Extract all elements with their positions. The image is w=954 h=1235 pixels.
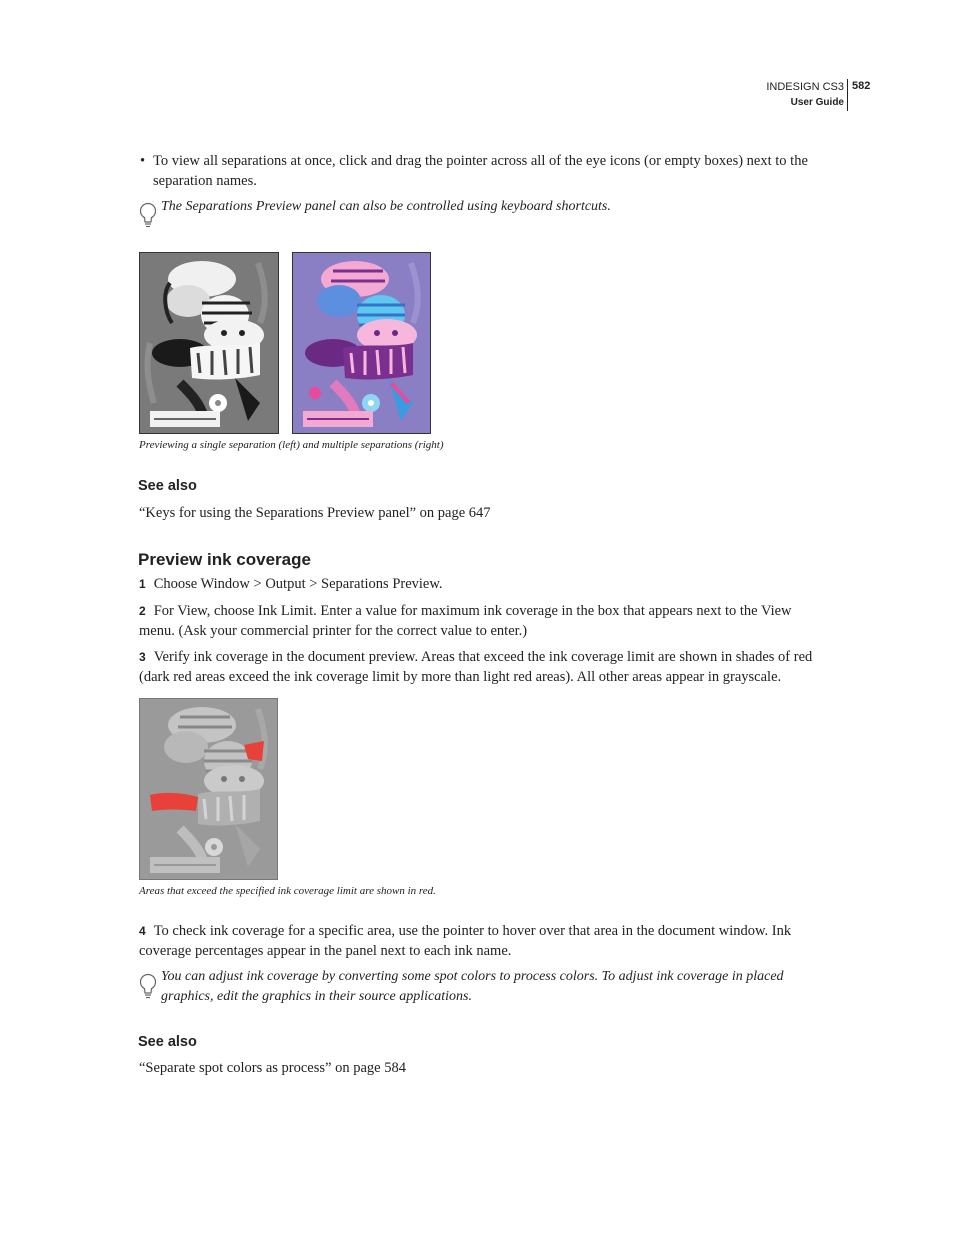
- step-1: [139, 574, 819, 594]
- step-number: 4: [139, 924, 146, 938]
- tip-text: The Separations Preview panel can also be controlled using keyboard shortcuts.: [161, 199, 611, 214]
- step-text: To check ink coverage for a specific area, use the pointer to hover over that area in the document window. Ink coverage percentages appear in the panel next to each ink name.: [139, 923, 792, 959]
- step-4: [139, 921, 819, 961]
- header-divider: [847, 79, 848, 111]
- step-number: 2: [139, 604, 146, 618]
- single-separation-preview-image: [139, 252, 279, 434]
- figure-1-caption: Previewing a single separation (left) and multiple separations (right): [139, 439, 444, 451]
- see-also-link[interactable]: “Separate spot colors as process” on page 584: [139, 1060, 406, 1076]
- multiple-separations-preview-image: [292, 252, 431, 434]
- step-text: Verify ink coverage in the document preview. Areas that exceed the ink coverage limit are shown in shades of red (dark red areas exceed the ink coverage limit by more than light red areas). All other areas appear in grayscale.: [139, 649, 813, 685]
- guide-name: User Guide: [790, 97, 844, 108]
- see-also-link[interactable]: “Keys for using the Separations Preview panel” on page 647: [139, 505, 491, 521]
- step-3: [139, 647, 819, 687]
- step-text: For View, choose Ink Limit. Enter a value for maximum ink coverage in the box that appears next to the View menu. (Ask your commercial printer for the correct value to enter.): [139, 603, 792, 639]
- lightbulb-icon: [138, 973, 158, 1001]
- bullet-text: To view all separations at once, click and drag the pointer across all of the eye icons (or empty boxes) next to the separation names.: [153, 153, 808, 189]
- step-number: 1: [139, 577, 146, 591]
- bullet-symbol: •: [140, 153, 146, 169]
- see-also-heading: See also: [138, 478, 197, 494]
- lightbulb-icon: [138, 202, 158, 230]
- tip-text: You can adjust ink coverage by converting some spot colors to process colors. To adjust ink coverage in placed graphics, edit the graphics in their source applications.: [161, 969, 784, 1004]
- product-name: INDESIGN CS3: [766, 81, 844, 93]
- running-header: [766, 79, 844, 111]
- figure-2-caption: Areas that exceed the specified ink coverage limit are shown in red.: [139, 885, 436, 897]
- page-number: 582: [852, 80, 871, 92]
- step-2: [139, 601, 819, 641]
- section-heading: Preview ink coverage: [138, 550, 311, 569]
- see-also-heading: See also: [138, 1034, 197, 1050]
- step-number: 3: [139, 650, 146, 664]
- step-text: Choose Window > Output > Separations Preview.: [153, 576, 443, 592]
- ink-coverage-preview-image: [139, 698, 278, 880]
